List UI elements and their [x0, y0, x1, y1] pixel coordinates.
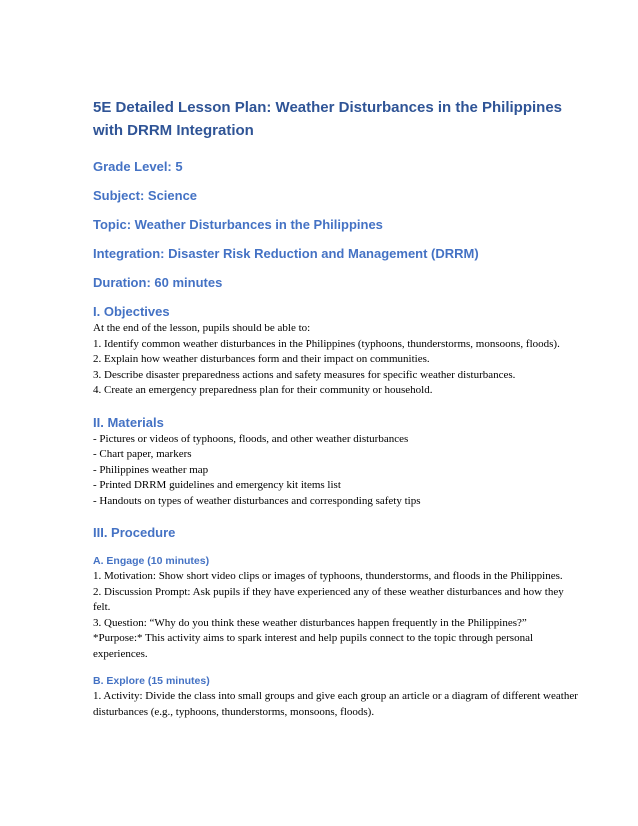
engage-section — [93, 569, 578, 662]
material-item: - Handouts on types of weather disturbances and corresponding safety tips — [93, 494, 421, 507]
engage-purpose: *Purpose:* This activity aims to spark interest and help pupils connect to the topic through personal experiences. — [93, 632, 534, 660]
engage-item: 3. Question: “Why do you think these weather disturbances happen frequently in the Philippines?” — [93, 616, 527, 629]
engage-item: 2. Discussion Prompt: Ask pupils if they have experienced any of these weather disturbances and how they felt. — [93, 585, 564, 613]
explore-heading: B. Explore (15 minutes) — [93, 675, 210, 687]
objective-item: 3. Describe disaster preparedness actions and safety measures for specific weather disturbances. — [93, 368, 516, 381]
materials-section — [93, 432, 578, 510]
procedure-heading: III. Procedure — [93, 525, 176, 540]
objective-item: 4. Create an emergency preparedness plan for their community or household. — [93, 384, 433, 396]
document-title: 5E Detailed Lesson Plan: Weather Disturbances in the Philippines with DRRM Integration — [93, 99, 563, 139]
objective-item: 2. Explain how weather disturbances form and their impact on communities. — [93, 353, 430, 365]
subject: Subject: Science — [93, 188, 198, 203]
integration: Integration: Disaster Risk Reduction and Management (DRRM) — [93, 246, 479, 261]
engage-item: 1. Motivation: Show short video clips or images of typhoons, thunderstorms, and floods in the Philippines. — [93, 570, 563, 582]
explore-section — [93, 689, 578, 720]
topic: Topic: Weather Disturbances in the Philippines — [93, 217, 383, 232]
objectives-section — [93, 321, 578, 399]
material-item: - Printed DRRM guidelines and emergency kit items list — [93, 479, 341, 491]
materials-heading: II. Materials — [93, 414, 164, 430]
objectives-heading: I. Objectives — [93, 304, 170, 319]
material-item: - Philippines weather map — [93, 463, 209, 476]
grade-level: Grade Level: 5 — [93, 159, 183, 174]
material-item: - Chart paper, markers — [93, 448, 192, 460]
explore-item: 1. Activity: Divide the class into small groups and give each group an article or a diagram of different weather disturbances (e.g., typhoons, thunderstorms, monsoons, floods). — [93, 690, 578, 718]
objective-item: 1. Identify common weather disturbances in the Philippines (typhoons, thunderstorms, monsoons, floods). — [93, 337, 560, 350]
duration: Duration: 60 minutes — [93, 275, 223, 290]
objectives-intro: At the end of the lesson, pupils should be able to: — [93, 322, 311, 334]
engage-heading: A. Engage (10 minutes) — [93, 555, 210, 567]
material-item: - Pictures or videos of typhoons, floods, and other weather disturbances — [93, 432, 409, 445]
